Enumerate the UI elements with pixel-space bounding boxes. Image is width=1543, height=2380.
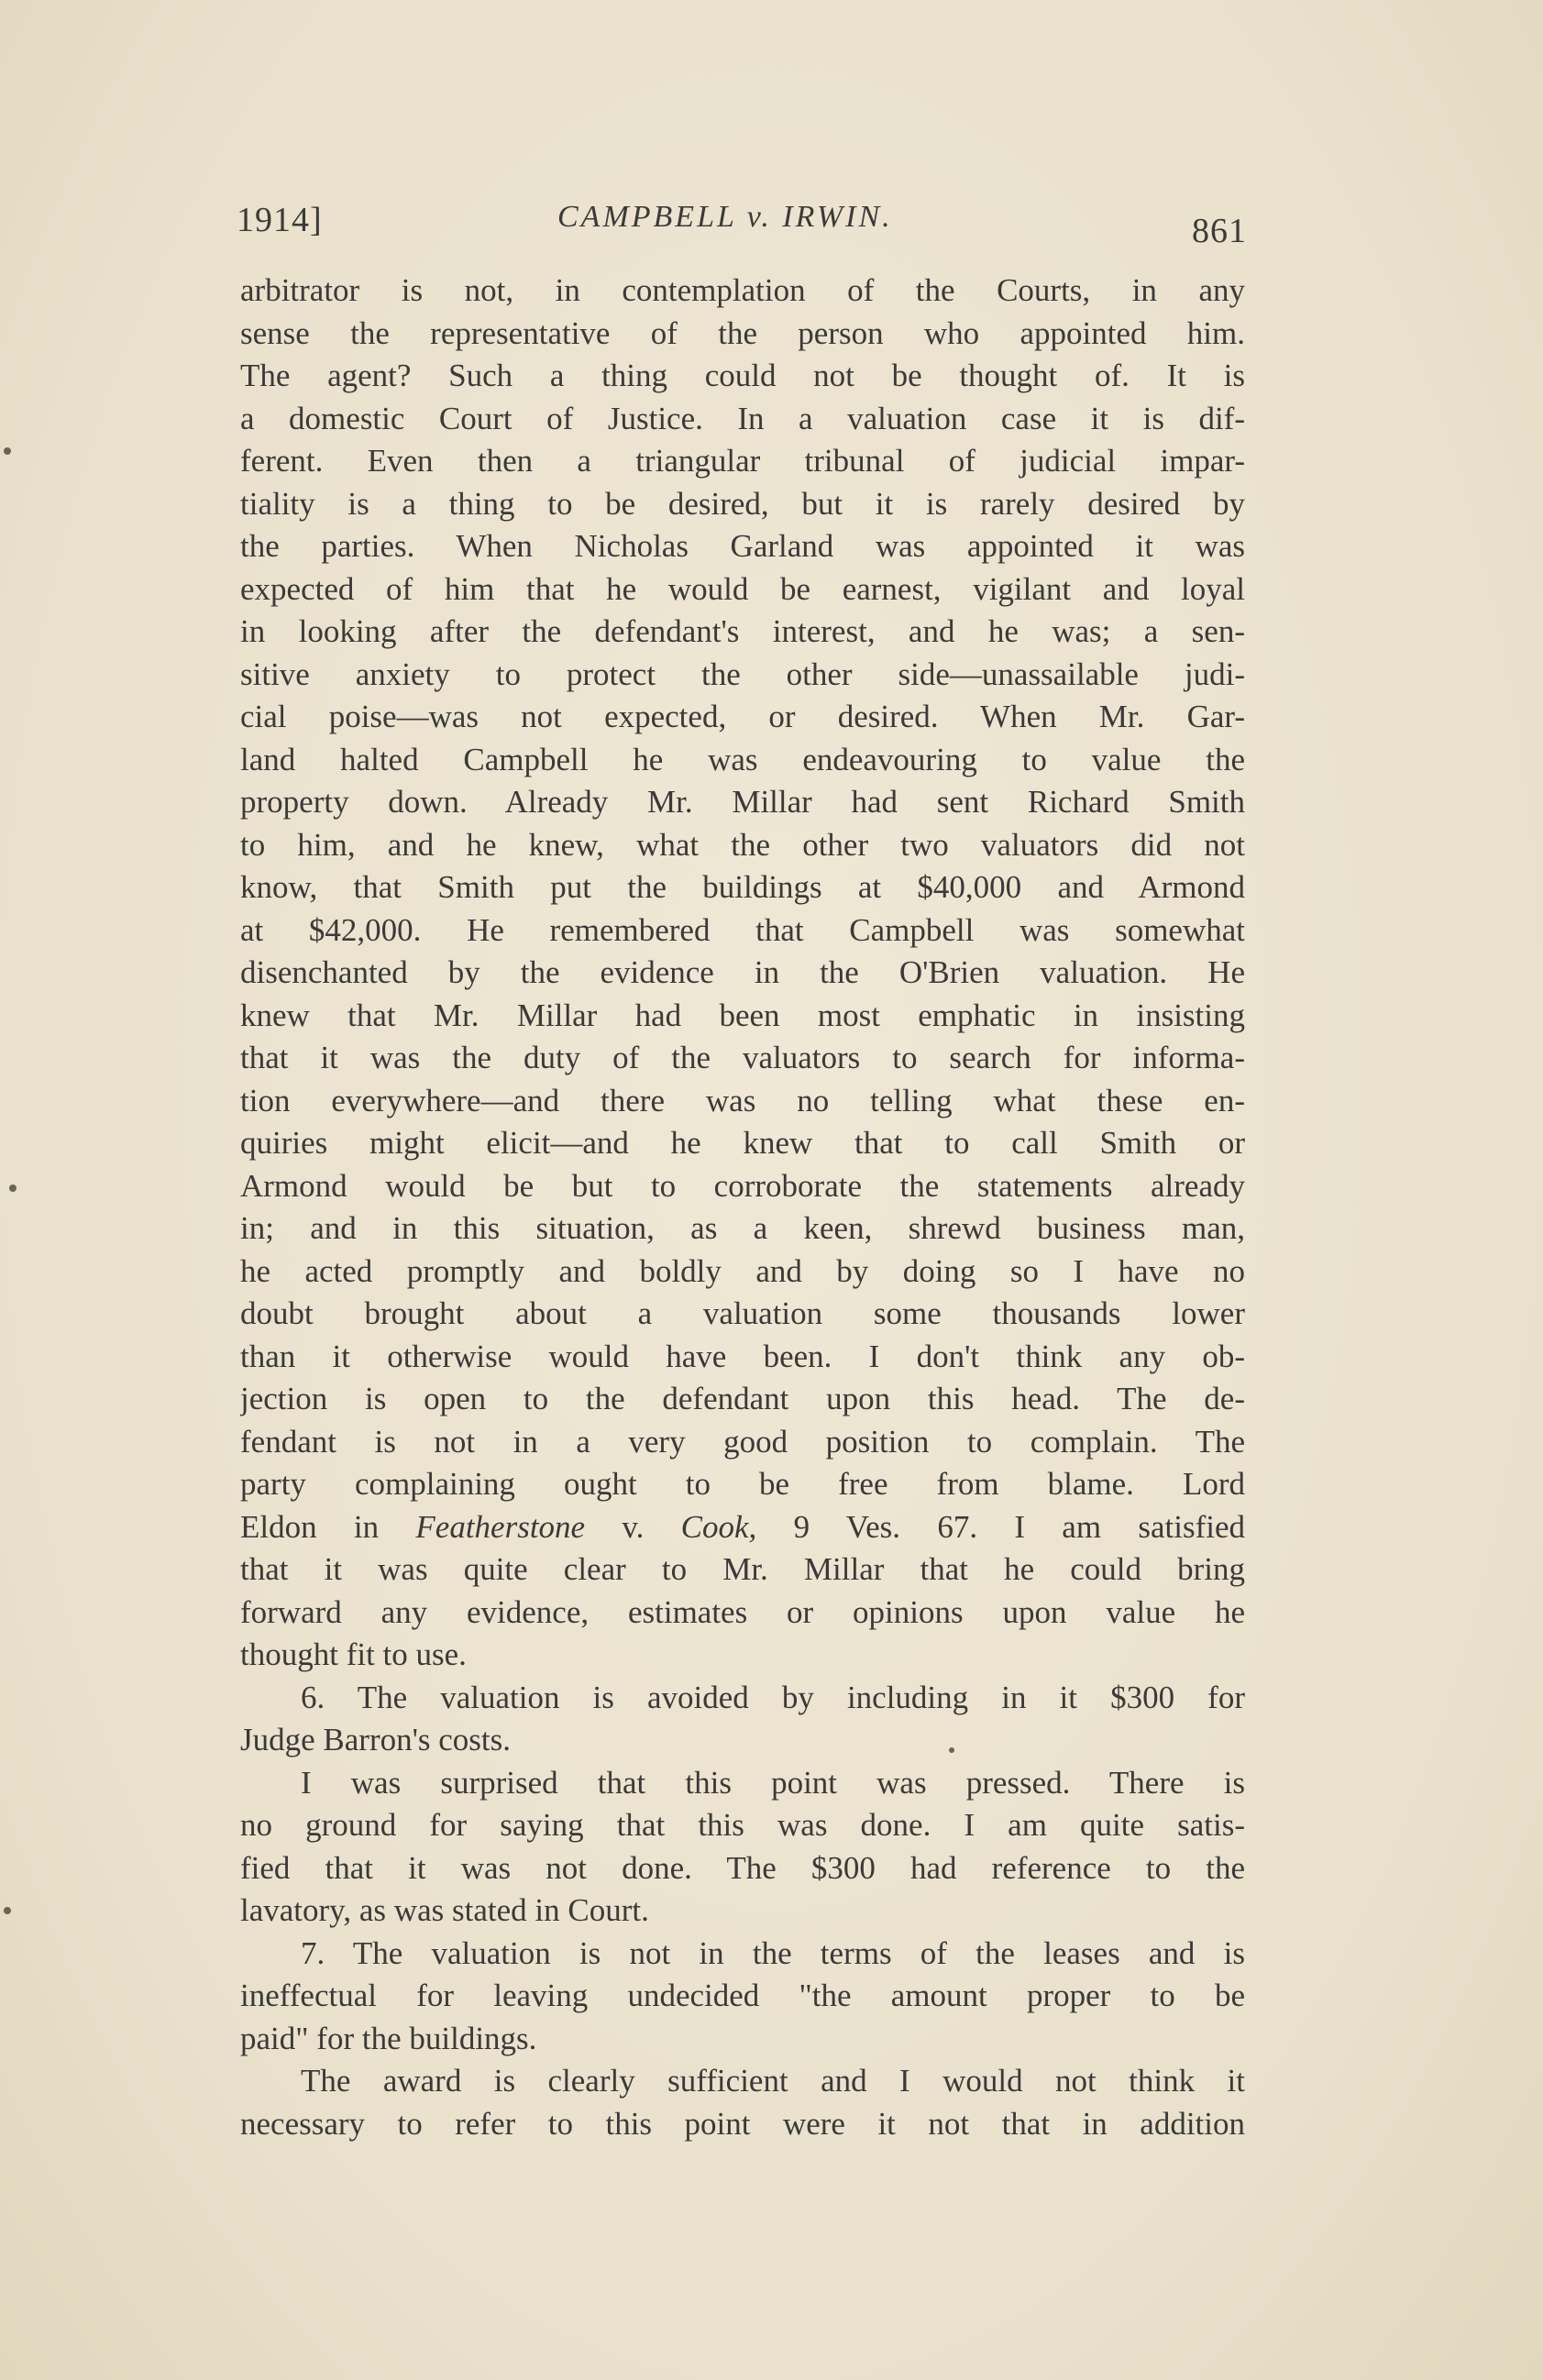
text-line: to him, and he knew, what the other two valuators did not xyxy=(240,826,1245,863)
text-line-case-citation xyxy=(240,1506,1245,1549)
case-name-featherstone: Featherstone xyxy=(415,1508,586,1545)
text-line: property down. Already Mr. Millar had sent Richard Smith xyxy=(240,784,1245,820)
text-line: forward any evidence, estimates or opinions upon value he xyxy=(240,1593,1245,1630)
case-name-cook: Cook, xyxy=(680,1508,757,1545)
text-line: I was surprised that this point was pressed. There is xyxy=(301,1764,1245,1801)
text-line: 6. The valuation is avoided by including in it $300 for xyxy=(301,1679,1245,1715)
margin-speck xyxy=(4,1907,11,1914)
citation-pre: Eldon in xyxy=(240,1508,416,1545)
text-line: arbitrator is not, in contemplation of the Courts, in any xyxy=(240,272,1245,308)
citation-versus: v. xyxy=(585,1508,681,1545)
text-line: tiality is a thing to be desired, but it is rarely desired by xyxy=(240,485,1245,522)
text-line: in; and in this situation, as a keen, shrewd business man, xyxy=(240,1210,1245,1246)
text-line: paid" for the buildings. xyxy=(240,2020,537,2056)
text-line: a domestic Court of Justice. In a valuation case it is dif- xyxy=(240,400,1245,436)
text-line: fendant is not in a very good position to complain. The xyxy=(240,1423,1245,1460)
text-line: that it was the duty of the valuators to search for informa- xyxy=(240,1040,1245,1075)
text-line: disenchanted by the evidence in the O'Brien valuation. He xyxy=(240,954,1245,990)
text-line: ineffectual for leaving undecided "the amount proper to be xyxy=(240,1978,1245,2013)
margin-speck xyxy=(4,447,11,455)
text-line: he acted promptly and boldly and by doing so I have no xyxy=(240,1252,1245,1289)
body-text xyxy=(240,270,1245,2145)
text-line: the parties. When Nicholas Garland was appointed it was xyxy=(240,528,1245,564)
text-line: lavatory, as was stated in Court. xyxy=(240,1892,649,1928)
text-line: Armond would be but to corroborate the statements already xyxy=(240,1167,1245,1204)
text-line: than it otherwise would have been. I don't think any ob- xyxy=(240,1338,1245,1374)
text-line: The award is clearly sufficient and I would not think it xyxy=(301,2063,1245,2099)
running-head-year: 1914] xyxy=(237,201,323,239)
text-line: knew that Mr. Millar had been most emphatic in insisting xyxy=(240,997,1245,1033)
text-line: party complaining ought to be free from blame. Lord xyxy=(240,1466,1245,1502)
text-line: The agent? Such a thing could not be thought of. It is xyxy=(240,358,1245,393)
running-head xyxy=(237,193,1247,248)
text-line: jection is open to the defendant upon this head. The de- xyxy=(240,1381,1245,1416)
text-line: doubt brought about a valuation some thousands lower xyxy=(240,1295,1245,1331)
text-line: fied that it was not done. The $300 had reference to the xyxy=(240,1849,1245,1886)
text-line: sitive anxiety to protect the other side—unassailable judi- xyxy=(240,656,1245,692)
text-line: sense the representative of the person who appointed him. xyxy=(240,314,1245,351)
text-line: in looking after the defendant's interest, and he was; a sen- xyxy=(240,613,1245,649)
text-line: cial poise—was not expected, or desired. When Mr. Gar- xyxy=(240,699,1245,734)
text-line: that it was quite clear to Mr. Millar that he could bring xyxy=(240,1551,1245,1587)
text-line: know, that Smith put the buildings at $40,000 and Armond xyxy=(240,869,1245,905)
margin-speck xyxy=(9,1184,17,1192)
text-line: land halted Campbell he was endeavouring to value the xyxy=(240,741,1245,777)
text-line: ferent. Even then a triangular tribunal of judicial impar- xyxy=(240,443,1245,479)
text-line: quiries might elicit—and he knew that to call Smith or xyxy=(240,1125,1245,1161)
text-line: necessary to refer to this point were it not that in addition xyxy=(240,2105,1245,2142)
text-line: Judge Barron's costs. xyxy=(240,1722,512,1757)
citation-post: 9 Ves. 67. I am satisfied xyxy=(756,1508,1245,1545)
text-line: no ground for saying that this was done. I am quite satis- xyxy=(240,1807,1245,1843)
ink-speck xyxy=(949,1747,954,1753)
text-line: tion everywhere—and there was no telling what these en- xyxy=(240,1082,1245,1118)
text-line: 7. The valuation is not in the terms of the leases and is xyxy=(301,1934,1245,1971)
running-head-title: CAMPBELL v. IRWIN. xyxy=(557,200,893,234)
text-line: thought fit to use. xyxy=(240,1636,467,1672)
page-number: 861 xyxy=(1192,212,1247,250)
text-line: expected of him that he would be earnest, vigilant and loyal xyxy=(240,570,1245,607)
text-line: at $42,000. He remembered that Campbell was somewhat xyxy=(240,911,1245,948)
